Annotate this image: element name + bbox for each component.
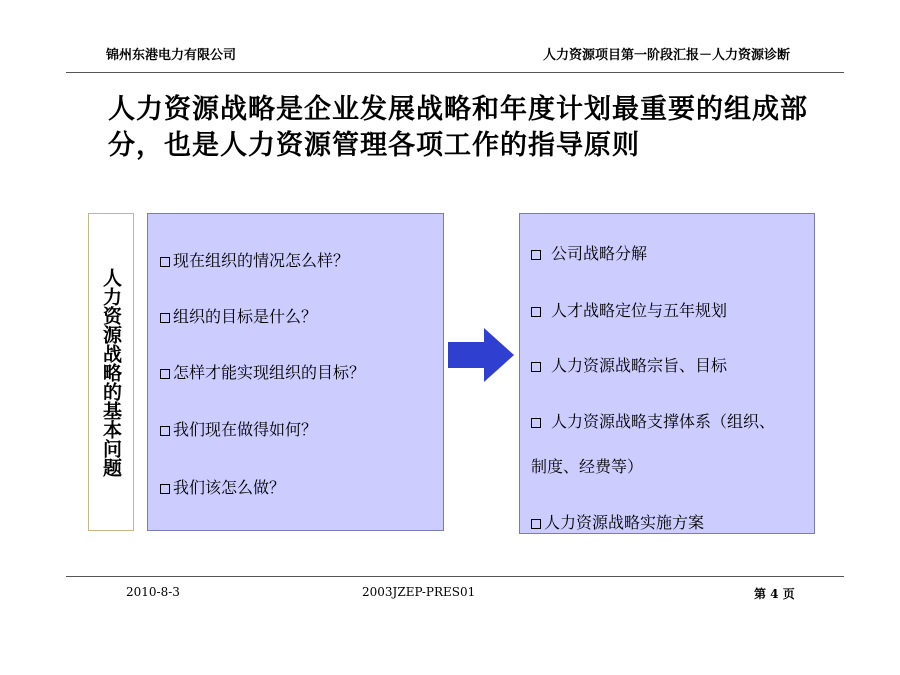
checkbox-icon bbox=[531, 519, 541, 529]
footer-date: 2010-8-3 bbox=[126, 585, 180, 599]
question-item: 怎样才能实现组织的目标？ bbox=[160, 360, 365, 383]
checkbox-icon bbox=[160, 313, 170, 323]
report-title: 人力资源项目第一阶段汇报－人力资源诊断 bbox=[542, 48, 790, 63]
answer-item: 人力资源战略支撑体系（组织、 bbox=[531, 409, 775, 432]
slide-title: 人力资源战略是企业发展战略和年度计划最重要的组成部分，也是人力资源管理各项工作的指导原则 bbox=[108, 94, 808, 161]
question-item: 我们现在做得如何？ bbox=[160, 417, 317, 440]
answers-box bbox=[519, 213, 815, 534]
checkbox-icon bbox=[531, 307, 541, 317]
question-item: 现在组织的情况怎么样？ bbox=[160, 248, 349, 271]
checkbox-icon bbox=[160, 257, 170, 267]
company-name: 锦州东港电力有限公司 bbox=[106, 48, 237, 63]
checkbox-icon bbox=[531, 250, 541, 260]
checkbox-icon bbox=[531, 418, 541, 428]
right-arrow-icon bbox=[448, 328, 514, 382]
question-item: 我们该怎么做？ bbox=[160, 475, 285, 498]
answer-item-continued: 制度、经费等） bbox=[531, 457, 644, 476]
question-item: 组织的目标是什么？ bbox=[160, 304, 317, 327]
questions-box bbox=[147, 213, 444, 531]
answer-item: 人力资源战略实施方案 bbox=[531, 510, 704, 533]
checkbox-icon bbox=[531, 362, 541, 372]
answer-item: 公司战略分解 bbox=[531, 241, 647, 264]
footer-rule bbox=[66, 576, 844, 577]
footer-doc-code: 2003JZEP-PRES01 bbox=[362, 585, 476, 599]
side-label-box bbox=[88, 213, 134, 531]
checkbox-icon bbox=[160, 426, 170, 436]
checkbox-icon bbox=[160, 484, 170, 494]
answer-item: 人才战略定位与五年规划 bbox=[531, 298, 727, 321]
side-label: 人力资源战略的基本问题 bbox=[100, 267, 122, 477]
checkbox-icon bbox=[160, 369, 170, 379]
answer-item: 人力资源战略宗旨、目标 bbox=[531, 353, 727, 376]
header-rule bbox=[66, 72, 844, 73]
page-number: 第 4 页 bbox=[754, 587, 795, 601]
